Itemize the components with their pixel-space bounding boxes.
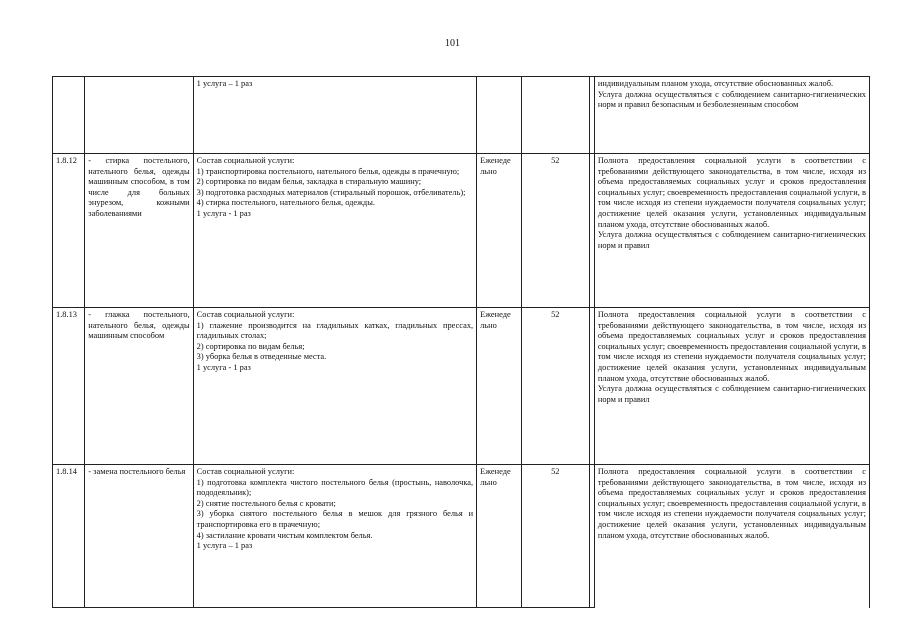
composition-line: 1) транспортировка постельного, нательного белья, одежды в прачечную;: [196, 166, 460, 176]
service-number: 1.8.13: [53, 308, 85, 465]
page-number: 101: [445, 38, 460, 49]
composition-line: 3) подготовка расходных материалов (стиральный порошок, отбеливатель);: [196, 187, 466, 197]
requirements-line: Услуга должна осуществляться с соблюдением санитарно-гигиенических норм и правил безопасным и безболезненным способом: [597, 89, 866, 110]
composition-line: 1) глажение производится на гладильных катках, гладильных прессах, гладильных столах;: [196, 320, 474, 341]
service-composition: [193, 154, 476, 308]
service-composition: [193, 77, 476, 154]
composition-line: 2) сортировка по видам белья, закладка в стиральную машину;: [196, 177, 422, 187]
requirements-line: Полнота предоставления социальной услуги в соответствии с требованиями действующего законодательства, в том числе, исходя из объема предоставляемых социальных услуг и сроков предоставления социальных услуг; своевременность предоставления социальной услуги, в том числе исходя из степени нуждаемости получателя социальных услуг; достижение целей оказания услуги, установленных индивидуальным планом ухода, отсутствие обоснованных жалоб.: [597, 467, 866, 540]
service-number: 1.8.12: [53, 154, 85, 308]
service-frequency: [477, 77, 522, 154]
service-frequency: Еженеде льно: [477, 154, 522, 308]
composition-line: Состав социальной услуги:: [196, 156, 295, 165]
service-requirements: [594, 465, 869, 608]
service-name: - стирка постельного, нательного белья, одежды машинным способом, в том числе для больных энурезом, кожными заболеваниями: [85, 154, 193, 308]
service-count: [521, 77, 589, 154]
table-row: [53, 465, 870, 608]
composition-line: 2) сортировка по видам белья;: [196, 341, 305, 351]
composition-line: 2) снятие постельного белья с кровати;: [196, 498, 336, 508]
composition-line: 1 услуга - 1 раз: [196, 362, 251, 372]
service-frequency: Еженеде льно: [477, 465, 522, 608]
composition-line: 1 услуга - 1 раз: [196, 208, 251, 218]
service-requirements: [594, 308, 869, 465]
composition-line: Состав социальной услуги:: [196, 467, 295, 476]
requirements-line: Услуга должна осуществляться с соблюдением санитарно-гигиенических норм и правил: [597, 384, 866, 404]
service-requirements: [594, 154, 869, 308]
service-count: 52: [521, 308, 589, 465]
requirements-line: Услуга должна осуществляться с соблюдением санитарно-гигиенических норм и правил: [597, 230, 866, 250]
service-number: 1.8.14: [53, 465, 85, 608]
composition-line: 1 услуга – 1 раз: [196, 541, 253, 551]
service-count: 52: [521, 465, 589, 608]
service-composition: [193, 308, 476, 465]
requirements-line: Полнота предоставления социальной услуги в соответствии с требованиями действующего законодательства, в том числе, исходя из объема предоставляемых социальных услуг и сроков предоставления социальных услуг; своевременность предоставления социальной услуги, в том числе исходя из степени нуждаемости получателя социальных услуг; достижение целей оказания услуги, установленных индивидуальным планом ухода, отсутствие обоснованных жалоб.: [597, 156, 866, 229]
composition-line: 1 услуга – 1 раз: [196, 79, 253, 88]
service-composition: [193, 465, 476, 608]
service-count: 52: [521, 154, 589, 308]
requirements-line: индивидуальным планом ухода, отсутствие обоснованных жалоб.: [597, 79, 834, 88]
service-name: - замена постельного белья: [85, 465, 193, 608]
composition-line: 4) стирка постельного, нательного белья, одежды.: [196, 198, 375, 208]
composition-line: Состав социальной услуги:: [196, 310, 295, 319]
service-requirements: [594, 77, 869, 154]
requirements-line: Полнота предоставления социальной услуги в соответствии с требованиями действующего законодательства, в том числе, исходя из объема предоставляемых социальных услуг и сроков предоставления социальных услуг; своевременность предоставления социальной услуги, в том числе исходя из степени нуждаемости получателя социальных услуг; достижение целей оказания услуги, установленных индивидуальным планом ухода, отсутствие обоснованных жалоб.: [597, 310, 866, 383]
table-row: [53, 308, 870, 465]
composition-line: 3) уборка белья в отведенные места.: [196, 352, 327, 362]
service-number: [53, 77, 85, 154]
service-name: - глажка постельного, нательного белья, одежды машинным способом: [85, 308, 193, 465]
composition-line: 3) уборка снятого постельного белья в мешок для грязного белья и транспортировка его в прачечную;: [196, 509, 474, 529]
table-row: [53, 154, 870, 308]
service-name: [85, 77, 193, 154]
composition-line: 1) подготовка комплекта чистого постельного белья (простынь, наволочка, пододеяльник);: [196, 477, 474, 498]
table-row: [53, 77, 870, 154]
composition-line: 4) застилание кровати чистым комплектом белья.: [196, 530, 373, 540]
service-frequency: Еженеде льно: [477, 308, 522, 465]
services-table: [52, 76, 870, 608]
